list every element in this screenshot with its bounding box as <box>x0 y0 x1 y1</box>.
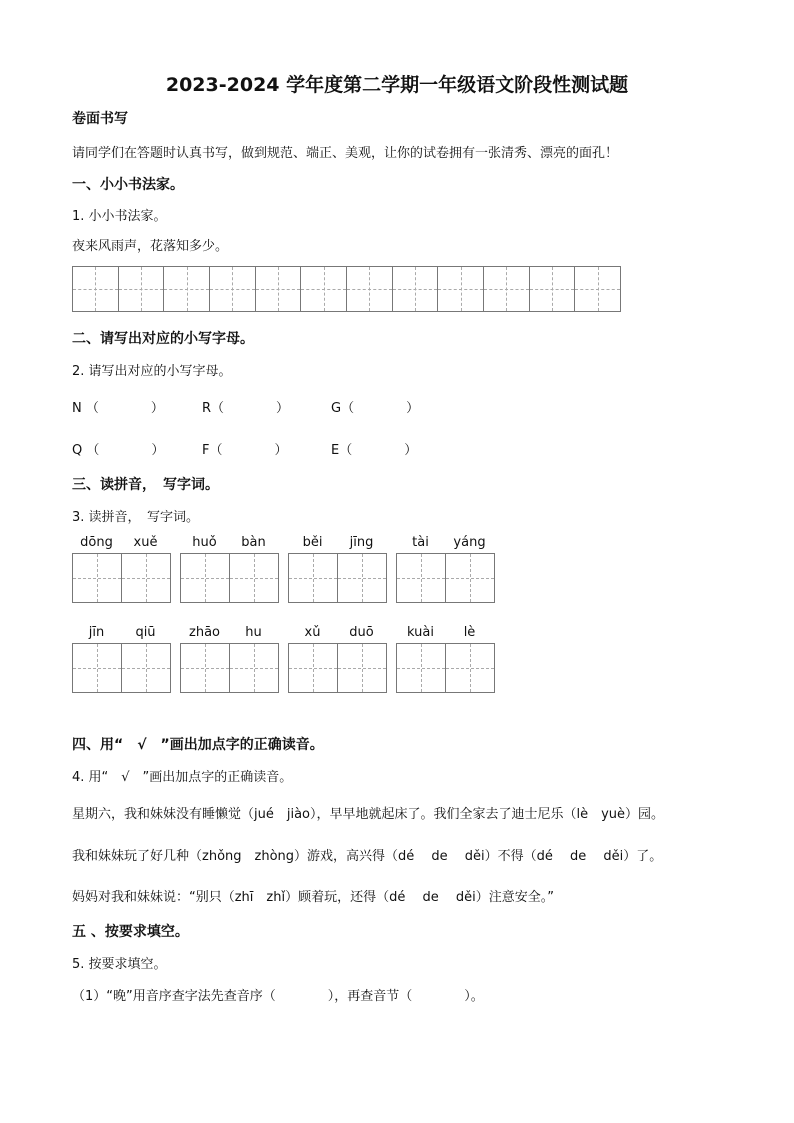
char-box[interactable] <box>446 554 494 602</box>
pinyin: huǒ <box>192 535 217 550</box>
char-box[interactable] <box>446 644 494 692</box>
section2-question: 2. 请写出对应的小写字母。 <box>72 364 232 379</box>
char-box[interactable] <box>338 644 386 692</box>
pinyin: dōng <box>80 535 113 550</box>
char-box[interactable] <box>289 554 338 602</box>
char-box[interactable] <box>230 554 278 602</box>
char-box[interactable] <box>122 554 170 602</box>
writing-grid[interactable] <box>72 266 621 312</box>
word-box-group[interactable] <box>180 625 279 693</box>
reading-line-1[interactable]: 星期六，我和妹妹没有睡懒觉（jué jiào），早早地就起床了。我们全家去了迪士尼乐（lè yuè）园。 <box>72 807 665 822</box>
pinyin: hu <box>245 625 262 640</box>
char-box[interactable] <box>181 554 230 602</box>
word-box-group[interactable] <box>180 535 279 603</box>
letter-g-blank[interactable]: G（ ） <box>331 401 420 416</box>
char-box[interactable] <box>397 644 446 692</box>
pinyin: jīng <box>349 535 374 550</box>
char-box[interactable] <box>73 644 122 692</box>
pinyin: yáng <box>453 535 486 550</box>
handwriting-instruction: 请同学们在答题时认真书写，做到规范、端正、美观，让你的试卷拥有一张清秀、漂亮的面孔！ <box>72 146 619 161</box>
section1-poem: 夜来风雨声，花落知多少。 <box>72 239 229 254</box>
reading-line-3[interactable]: 妈妈对我和妹妹说：“别只（zhī zhǐ）顾着玩，还得（dé de děi）注意安全。” <box>72 890 554 905</box>
pinyin: běi <box>302 535 323 550</box>
section5-heading: 五 、按要求填空。 <box>72 924 189 940</box>
section4-question: 4. 用“ √ ”画出加点字的正确读音。 <box>72 770 293 785</box>
pinyin: bàn <box>241 535 266 550</box>
section3-heading: 三、读拼音， 写字词。 <box>72 477 219 493</box>
section5-question: 5. 按要求填空。 <box>72 957 167 972</box>
word-box-group[interactable] <box>396 535 495 603</box>
pinyin: duō <box>349 625 374 640</box>
handwriting-heading: 卷面书写 <box>72 111 128 127</box>
pinyin: kuài <box>407 625 434 640</box>
section2-heading: 二、请写出对应的小写字母。 <box>72 331 254 347</box>
char-box[interactable] <box>338 554 386 602</box>
reading-line-2[interactable]: 我和妹妹玩了好几种（zhǒng zhòng）游戏，高兴得（dé de děi）不得（dé de děi）了。 <box>72 849 663 864</box>
pinyin: xuě <box>133 535 158 550</box>
pinyin: jīn <box>88 625 105 640</box>
page-title: 2023-2024 学年度第二学期一年级语文阶段性测试题 <box>165 74 629 96</box>
pinyin: xǔ <box>304 625 321 640</box>
letter-q-blank[interactable]: Q （ ） <box>72 443 165 458</box>
letter-n-blank[interactable]: N （ ） <box>72 401 164 416</box>
char-box[interactable] <box>230 644 278 692</box>
pinyin: lè <box>463 625 476 640</box>
word-box-group[interactable] <box>288 625 387 693</box>
section1-question: 1. 小小书法家。 <box>72 209 167 224</box>
word-box-group[interactable] <box>72 625 171 693</box>
char-box[interactable] <box>289 644 338 692</box>
section3-question: 3. 读拼音， 写字词。 <box>72 510 200 525</box>
char-box[interactable] <box>122 644 170 692</box>
char-box[interactable] <box>181 644 230 692</box>
word-box-group[interactable] <box>288 535 387 603</box>
letter-r-blank[interactable]: R（ ） <box>202 401 290 416</box>
pinyin: zhāo <box>189 625 220 640</box>
char-box[interactable] <box>73 554 122 602</box>
letter-e-blank[interactable]: E（ ） <box>331 443 418 458</box>
section4-heading: 四、用“ √ ”画出加点字的正确读音。 <box>72 737 324 753</box>
word-box-group[interactable] <box>72 535 171 603</box>
letter-f-blank[interactable]: F（ ） <box>202 443 288 458</box>
fill-blank-item-1[interactable]: （1）“晚”用音序查字法先查音序（ ），再查音节（ ）。 <box>72 989 484 1004</box>
word-box-group[interactable] <box>396 625 495 693</box>
section1-heading: 一、小小书法家。 <box>72 177 184 193</box>
pinyin: tài <box>412 535 429 550</box>
pinyin: qiū <box>135 625 156 640</box>
char-box[interactable] <box>397 554 446 602</box>
